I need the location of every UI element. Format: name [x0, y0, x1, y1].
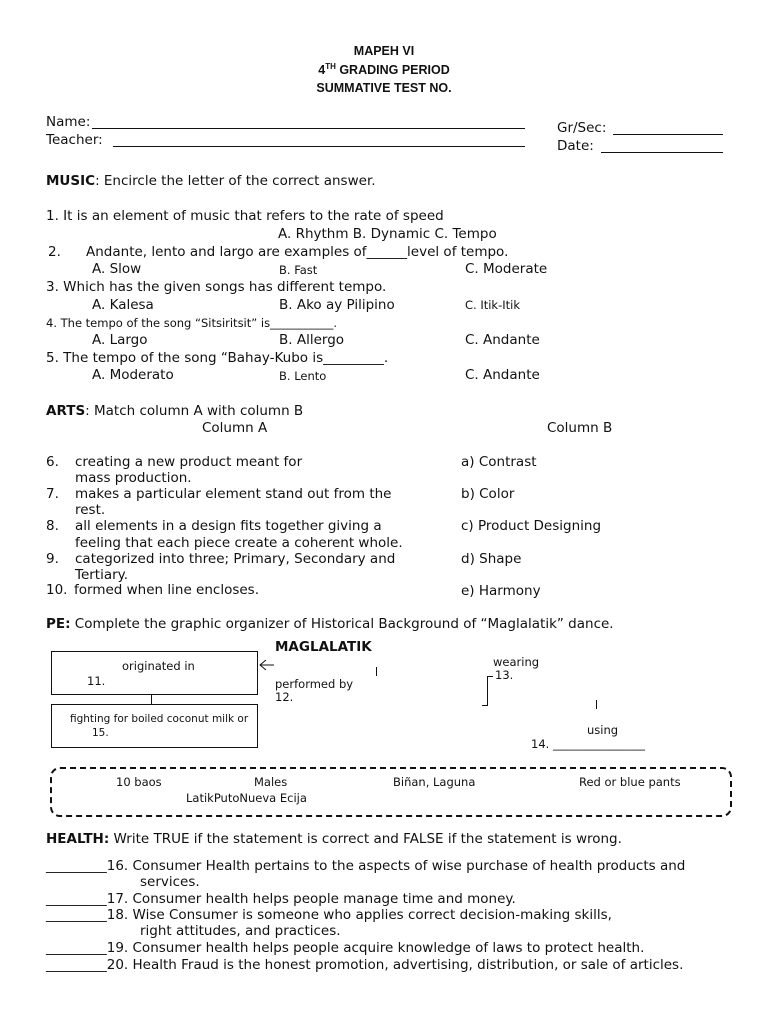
- music-q3: 3. Which has the given songs has different tempo.: [46, 279, 387, 295]
- grading-text: GRADING PERIOD: [335, 63, 450, 78]
- word-bank-item-3: Biñan, Laguna: [393, 775, 476, 789]
- performed-by-number[interactable]: 12.: [275, 690, 294, 704]
- purpose-number[interactable]: 15.: [92, 727, 109, 739]
- origin-label: originated in: [122, 659, 195, 673]
- arts-item-8-line2: feeling that each piece create a coherent whole.: [75, 535, 403, 551]
- wearing-bracket-bottom: [482, 705, 488, 706]
- purpose-box: [51, 704, 258, 748]
- health-item-20: _________20. Health Fraud is the honest promotion, advertising, distribution, or sale of articles.: [46, 957, 684, 973]
- music-q4: 4. The tempo of the song “Sitsiritsit” is___________.: [46, 316, 337, 330]
- arts-option-d: d) Shape: [461, 551, 522, 567]
- music-heading: [46, 173, 376, 189]
- music-q3-option-a: A. Kalesa: [92, 297, 154, 313]
- music-q3-option-c: C. Itik-Itik: [465, 298, 521, 312]
- tick-mark: [376, 667, 377, 676]
- arts-option-b: b) Color: [461, 486, 515, 502]
- music-q2-option-a: A. Slow: [92, 261, 142, 277]
- music-q2: Andante, lento and largo are examples of______level of tempo.: [86, 244, 509, 260]
- name-label: Name:: [46, 114, 91, 130]
- name-field[interactable]: [92, 128, 525, 129]
- grading-number: 4: [318, 63, 326, 78]
- date-field[interactable]: [601, 152, 723, 153]
- health-item-18: _________18. Wise Consumer is someone who applies correct decision-making skills,: [46, 907, 612, 923]
- pe-instruction: Complete the graphic organizer of Historical Background of “Maglalatik” dance.: [70, 616, 614, 632]
- grading-suffix: TH: [325, 62, 336, 71]
- arts-item-9-number: 9.: [46, 551, 59, 567]
- arts-title: ARTS: [46, 403, 86, 419]
- organizer-center-label: MAGLALATIK: [275, 639, 372, 655]
- grsec-label: Gr/Sec:: [557, 120, 607, 136]
- arts-item-7-line1: makes a particular element stand out from the: [75, 486, 392, 502]
- music-q2-number: 2.: [48, 244, 61, 260]
- arts-item-7-line2: rest.: [75, 502, 106, 518]
- header-title: MAPEH VI: [353, 44, 415, 58]
- arts-heading: [46, 403, 303, 419]
- using-number[interactable]: 14. ________________: [531, 737, 645, 751]
- health-item-18-cont: right attitudes, and practices.: [140, 923, 341, 939]
- health-item-16: _________16. Consumer Health pertains to the aspects of wise purchase of health products and: [46, 858, 686, 874]
- arts-item-9-line1: categorized into three; Primary, Secondary and: [75, 551, 396, 567]
- music-q5-option-a: A. Moderato: [92, 367, 174, 383]
- arts-item-10-line1: formed when line encloses.: [74, 582, 260, 598]
- arts-item-8-number: 8.: [46, 518, 59, 534]
- health-heading: [46, 831, 622, 847]
- purpose-label: fighting for boiled coconut milk or: [70, 713, 249, 725]
- column-b-header: Column B: [547, 420, 613, 436]
- column-a-header: Column A: [202, 420, 268, 436]
- music-title: MUSIC: [46, 173, 96, 189]
- arts-item-10-number: 10.: [46, 582, 68, 598]
- arts-option-a: a) Contrast: [461, 454, 537, 470]
- music-q2-option-b: B. Fast: [279, 263, 318, 277]
- arts-item-6-number: 6.: [46, 454, 59, 470]
- arts-item-8-line1: all elements in a design fits together giving a: [75, 518, 382, 534]
- word-bank-item-4: Red or blue pants: [579, 775, 681, 789]
- word-bank-item-5: LatikPutoNueva Ecija: [186, 791, 307, 805]
- health-instruction: Write TRUE if the statement is correct and FALSE if the statement is wrong.: [109, 831, 622, 847]
- tick-mark-2: [596, 700, 597, 709]
- music-q5: 5. The tempo of the song “Bahay-Kubo is_________.: [46, 350, 389, 366]
- wearing-bracket: [487, 676, 488, 706]
- music-q3-option-b: B. Ako ay Pilipino: [279, 297, 395, 313]
- wearing-label: wearing: [493, 655, 540, 669]
- music-q5-option-c: C. Andante: [465, 367, 540, 383]
- health-item-17: _________17. Consumer health helps people manage time and money.: [46, 891, 516, 907]
- health-item-19: _________19. Consumer health helps people acquire knowledge of laws to protect health.: [46, 940, 645, 956]
- header-test-title: SUMMATIVE TEST NO.: [316, 81, 452, 95]
- health-title: HEALTH:: [46, 831, 110, 847]
- music-instruction: : Encircle the letter of the correct answer.: [95, 173, 376, 189]
- music-q1-options: A. Rhythm B. Dynamic C. Tempo: [278, 226, 497, 242]
- arts-item-6-line1: creating a new product meant for: [75, 454, 303, 470]
- music-q4-option-a: A. Largo: [92, 332, 148, 348]
- music-q4-option-b: B. Allergo: [279, 332, 345, 348]
- word-bank-item-1: 10 baos: [116, 775, 162, 789]
- date-label: Date:: [557, 138, 594, 154]
- arts-option-e: e) Harmony: [461, 583, 541, 599]
- arts-instruction: : Match column A with column B: [85, 403, 304, 419]
- performed-by-label: performed by: [275, 677, 354, 691]
- arts-item-6-line2: mass production.: [75, 470, 192, 486]
- arts-item-9-line2: Tertiary.: [75, 567, 129, 583]
- health-item-16-cont: services.: [140, 874, 200, 890]
- music-q2-option-c: C. Moderate: [465, 261, 548, 277]
- music-q4-option-c: C. Andante: [465, 332, 540, 348]
- arrow-left-icon: [258, 658, 276, 672]
- pe-title: PE:: [46, 616, 71, 632]
- grsec-field[interactable]: [613, 134, 723, 135]
- teacher-label: Teacher:: [46, 132, 103, 148]
- using-label: using: [587, 723, 619, 737]
- wearing-bracket-top: [487, 676, 493, 677]
- header-grading-period: [0, 62, 768, 77]
- origin-box: [51, 651, 258, 695]
- music-q5-option-b: B. Lento: [279, 369, 327, 383]
- pe-heading: [46, 616, 614, 632]
- teacher-field[interactable]: [113, 146, 525, 147]
- wearing-number[interactable]: 13.: [495, 668, 514, 682]
- connector-line: [151, 695, 152, 704]
- music-q1: 1. It is an element of music that refers to the rate of speed: [46, 208, 444, 224]
- arts-option-c: c) Product Designing: [461, 518, 602, 534]
- arts-item-7-number: 7.: [46, 486, 59, 502]
- word-bank-item-2: Males: [254, 775, 288, 789]
- origin-number[interactable]: 11.: [87, 674, 106, 688]
